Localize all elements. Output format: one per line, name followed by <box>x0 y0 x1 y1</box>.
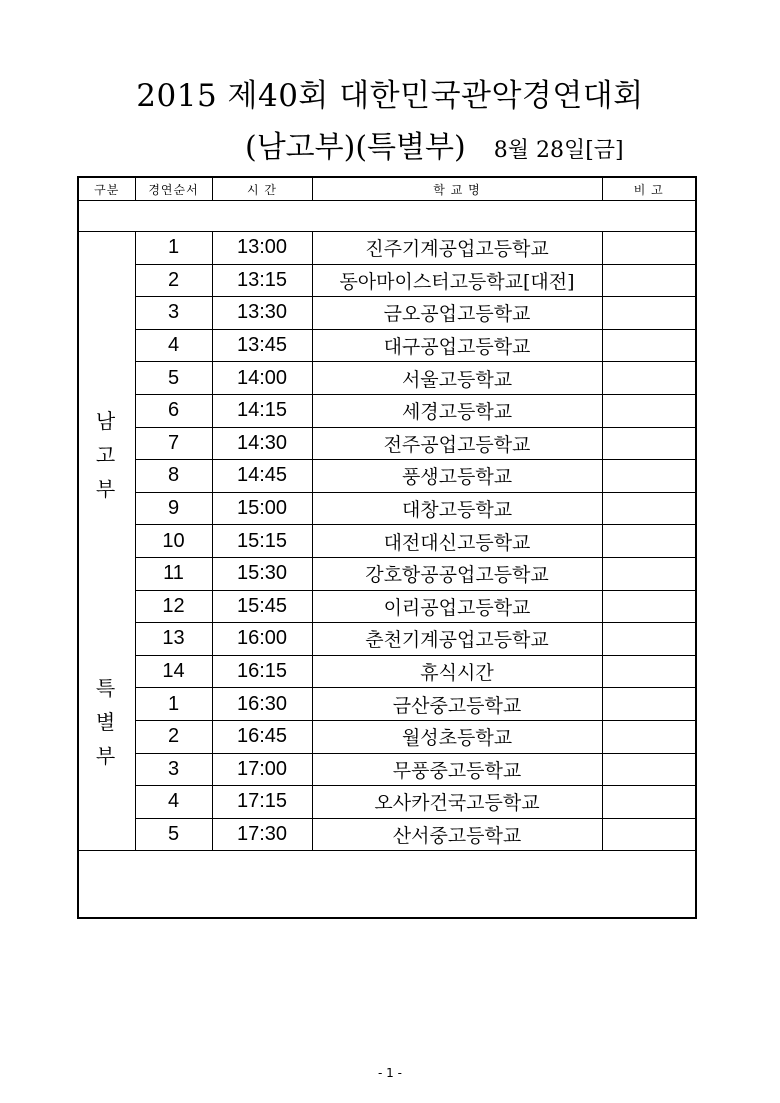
order-cell: 2 <box>135 264 212 297</box>
order-cell: 14 <box>135 655 212 688</box>
school-cell: 금산중고등학교 <box>312 688 602 721</box>
table-row <box>78 590 696 623</box>
table-row <box>78 297 696 330</box>
time-cell: 15:15 <box>212 525 312 558</box>
order-cell: 4 <box>135 329 212 362</box>
time-cell: 16:45 <box>212 720 312 753</box>
school-cell: 금오공업고등학교 <box>312 297 602 330</box>
table-header-row <box>78 177 696 201</box>
note-cell <box>602 590 696 623</box>
table-row <box>78 525 696 558</box>
order-cell: 1 <box>135 232 212 265</box>
note-cell <box>602 720 696 753</box>
school-cell: 춘천기계공업고등학교 <box>312 623 602 656</box>
note-cell <box>602 753 696 786</box>
table-row <box>78 688 696 721</box>
table-row <box>78 655 696 688</box>
order-cell: 1 <box>135 688 212 721</box>
time-cell: 13:30 <box>212 297 312 330</box>
table-row <box>78 394 696 427</box>
time-cell: 14:45 <box>212 460 312 493</box>
division-label: (남고부)(특별부) <box>245 130 466 165</box>
order-cell: 4 <box>135 786 212 819</box>
time-cell: 13:15 <box>212 264 312 297</box>
group-label-special: 특 별 부 <box>95 676 116 768</box>
school-cell: 이리공업고등학교 <box>312 590 602 623</box>
school-cell: 대창고등학교 <box>312 492 602 525</box>
table-row <box>78 264 696 297</box>
blank-row <box>78 201 696 232</box>
order-cell: 13 <box>135 623 212 656</box>
time-cell: 17:30 <box>212 818 312 851</box>
header-category: 구분 <box>78 177 135 201</box>
header-time: 시 간 <box>212 177 312 201</box>
order-cell: 11 <box>135 557 212 590</box>
order-cell: 3 <box>135 753 212 786</box>
order-cell: 6 <box>135 394 212 427</box>
table-row <box>78 557 696 590</box>
table-row <box>78 362 696 395</box>
note-cell <box>602 232 696 265</box>
note-cell <box>602 297 696 330</box>
order-cell: 5 <box>135 362 212 395</box>
school-cell: 휴식시간 <box>312 655 602 688</box>
table-row <box>78 753 696 786</box>
note-cell <box>602 460 696 493</box>
table-row <box>78 720 696 753</box>
time-cell: 16:00 <box>212 623 312 656</box>
note-cell <box>602 688 696 721</box>
order-cell: 8 <box>135 460 212 493</box>
time-cell: 16:15 <box>212 655 312 688</box>
schedule-table <box>77 176 697 919</box>
school-cell: 대전대신고등학교 <box>312 525 602 558</box>
time-cell: 14:00 <box>212 362 312 395</box>
time-cell: 14:15 <box>212 394 312 427</box>
order-cell: 2 <box>135 720 212 753</box>
event-date: 8월 28일[금] <box>493 138 624 163</box>
note-cell <box>602 557 696 590</box>
school-cell: 강호항공공업고등학교 <box>312 557 602 590</box>
header-school: 학 교 명 <box>312 177 602 201</box>
time-cell: 15:45 <box>212 590 312 623</box>
order-cell: 5 <box>135 818 212 851</box>
header-note: 비 고 <box>602 177 696 201</box>
order-cell: 7 <box>135 427 212 460</box>
note-cell <box>602 525 696 558</box>
school-cell: 무풍중고등학교 <box>312 753 602 786</box>
time-cell: 15:30 <box>212 557 312 590</box>
time-cell: 17:15 <box>212 786 312 819</box>
time-cell: 13:00 <box>212 232 312 265</box>
school-cell: 월성초등학교 <box>312 720 602 753</box>
note-cell <box>602 264 696 297</box>
time-cell: 17:00 <box>212 753 312 786</box>
table-row <box>78 329 696 362</box>
order-cell: 10 <box>135 525 212 558</box>
note-cell <box>602 818 696 851</box>
order-cell: 12 <box>135 590 212 623</box>
page-number: - 1 - <box>378 1066 402 1080</box>
school-cell: 전주공업고등학교 <box>312 427 602 460</box>
note-cell <box>602 427 696 460</box>
document-subtitle <box>245 122 624 166</box>
time-cell: 15:00 <box>212 492 312 525</box>
school-cell: 서울고등학교 <box>312 362 602 395</box>
note-cell <box>602 329 696 362</box>
time-cell: 14:30 <box>212 427 312 460</box>
header-order: 경연순서 <box>135 177 212 201</box>
table-row <box>78 492 696 525</box>
note-cell <box>602 492 696 525</box>
school-cell: 산서중고등학교 <box>312 818 602 851</box>
table-row <box>78 623 696 656</box>
school-cell: 동아마이스터고등학교[대전] <box>312 264 602 297</box>
note-cell <box>602 623 696 656</box>
table-row <box>78 232 696 265</box>
note-cell <box>602 655 696 688</box>
table-row <box>78 786 696 819</box>
school-cell: 세경고등학교 <box>312 394 602 427</box>
school-cell: 풍생고등학교 <box>312 460 602 493</box>
time-cell: 16:30 <box>212 688 312 721</box>
note-cell <box>602 786 696 819</box>
table-row <box>78 427 696 460</box>
blank-footer-row <box>78 851 696 919</box>
table-row <box>78 460 696 493</box>
time-cell: 13:45 <box>212 329 312 362</box>
table-row <box>78 818 696 851</box>
order-cell: 9 <box>135 492 212 525</box>
school-cell: 오사카건국고등학교 <box>312 786 602 819</box>
school-cell: 진주기계공업고등학교 <box>312 232 602 265</box>
school-cell: 대구공업고등학교 <box>312 329 602 362</box>
note-cell <box>602 394 696 427</box>
table-body <box>78 201 696 919</box>
order-cell: 3 <box>135 297 212 330</box>
note-cell <box>602 362 696 395</box>
group-label-boys: 남 고 부 <box>95 409 116 501</box>
document-title: 2015 제40회 대한민국관악경연대회 <box>136 78 644 114</box>
